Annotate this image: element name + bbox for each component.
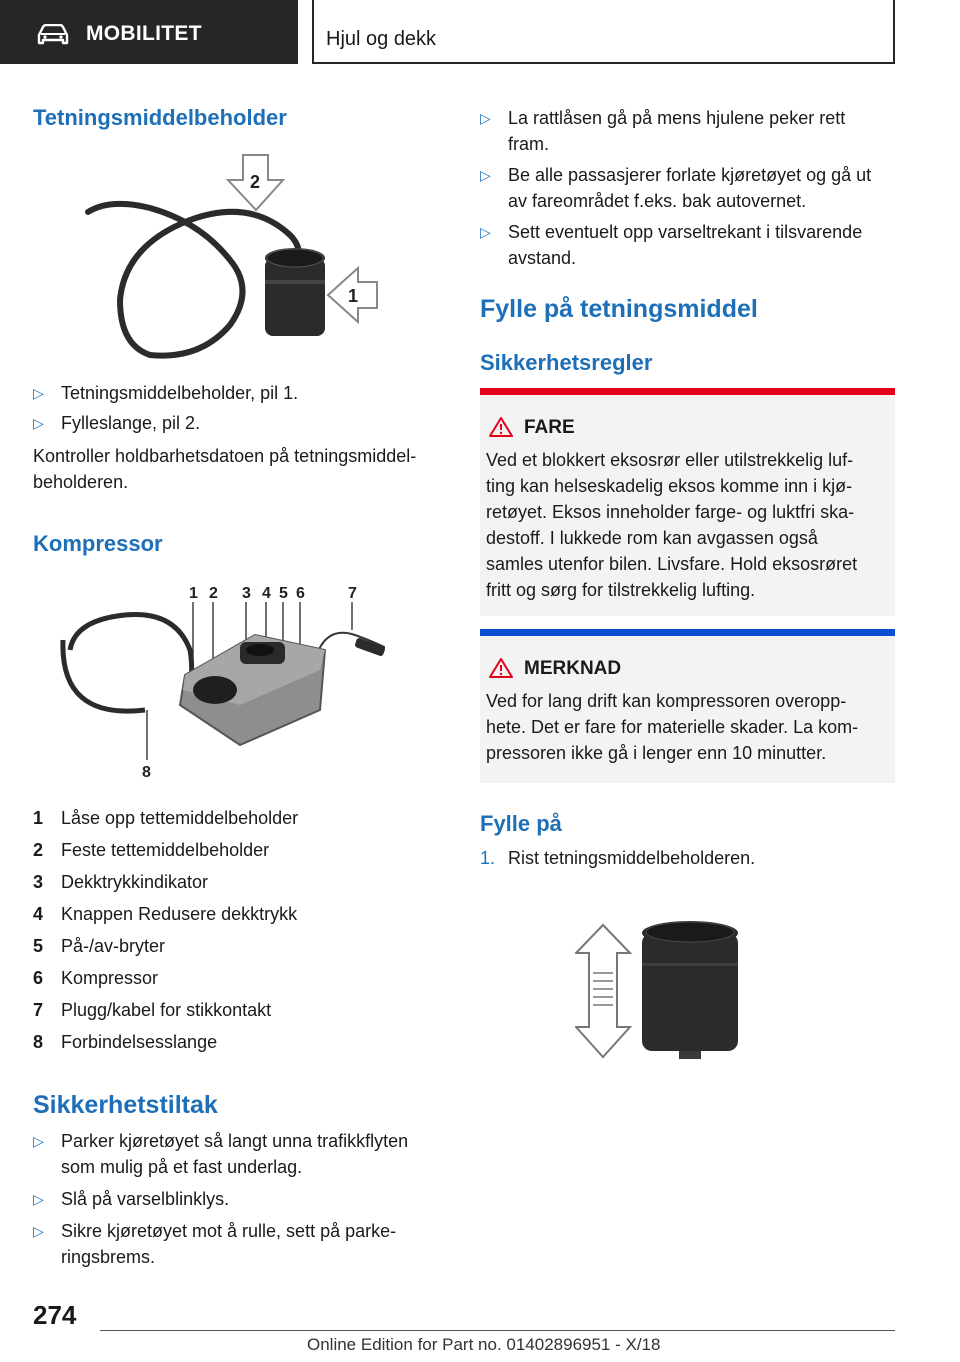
legend-item: 7 Plugg/kabel for stikkontakt — [33, 1000, 272, 1020]
heading-safety-rules: Sikkerhetsregler — [480, 350, 653, 375]
list-item: ▷ Be alle passasjerer forlate kjøretøyet og gå ut av fareområdet f.eks. bak autovernet. — [480, 162, 900, 214]
danger-title: FARE — [524, 417, 575, 438]
triangle-bullet-icon: ▷ — [33, 385, 44, 401]
header-section-tab — [0, 0, 298, 64]
legend-item: 3 Dekktrykkindikator — [33, 872, 209, 892]
notice-title: MERKNAD — [524, 658, 622, 679]
triangle-bullet-icon: ▷ — [480, 167, 491, 183]
notice-box — [480, 629, 895, 783]
legend-item: 4 Knappen Redusere dekktrykk — [33, 904, 298, 924]
figure2-label-1: 1 — [189, 585, 198, 602]
notice-bar — [480, 629, 895, 636]
figure2-label-6: 6 — [296, 585, 305, 602]
figure2-label-8: 8 — [142, 764, 151, 781]
car-icon — [36, 24, 70, 46]
heading-fill-sealant: Fylle på tetningsmiddel — [480, 295, 758, 323]
page-number: 274 — [33, 1300, 77, 1330]
list-item: ▷ Tetningsmiddelbeholder, pil 1. — [33, 380, 453, 406]
list-item: ▷ Fylleslange, pil 2. — [33, 410, 453, 436]
legend-item: 2 Feste tettemiddelbeholder — [33, 840, 270, 860]
triangle-bullet-icon: ▷ — [33, 415, 44, 431]
legend-item: 6 Kompressor — [33, 968, 159, 988]
notice-text: Ved for lang drift kan kompressoren overopp- hete. Det er fare for materielle skader. La kom- pressoren ikke gå i lenger enn 10 minutter. — [486, 691, 859, 763]
legend-item: 8 Forbindelsesslange — [33, 1032, 218, 1052]
figure2-label-3: 3 — [242, 585, 251, 602]
figure1-label-2: 2 — [250, 172, 261, 192]
footer-edition: Online Edition for Part no. 01402896951 - X/18 — [307, 1335, 661, 1354]
header-chapter-box — [312, 0, 895, 64]
triangle-bullet-icon: ▷ — [33, 1223, 44, 1239]
triangle-bullet-icon: ▷ — [33, 1191, 44, 1207]
footer-divider — [100, 1330, 895, 1331]
figure2-label-7: 7 — [348, 585, 357, 602]
figure2-label-4: 4 — [262, 585, 271, 602]
shake-container-figure — [575, 915, 750, 1065]
list-item: ▷ La rattlåsen gå på mens hjulene peker rett fram. — [480, 105, 900, 157]
legend-item: 5 På-/av-bryter — [33, 936, 166, 956]
triangle-bullet-icon: ▷ — [480, 110, 491, 126]
figure2-label-2: 2 — [209, 585, 218, 602]
danger-text: Ved et blokkert eksosrør eller utilstrekkelig luf- ting kan helseskadelig eksos komme inn i kjø- retøyet. Eksos inneholder farge- og luktfri ska- destoff. I lukkede rom kan avgassen også samles utenfor bilen. Livsfare. Hold eksosrøret fritt og sørg for tilstrekkelig lufting. — [486, 450, 858, 600]
list-item: ▷ Slå på varselblinklys. — [33, 1186, 453, 1212]
compressor-figure — [55, 580, 385, 785]
triangle-bullet-icon: ▷ — [33, 1133, 44, 1149]
triangle-bullet-icon: ▷ — [480, 224, 491, 240]
double-arrow-icon — [576, 925, 630, 1057]
figure1-label-1: 1 — [348, 286, 359, 306]
paragraph-check-date: Kontroller holdbarhetsdatoen på tetningsmiddel- beholderen. — [33, 446, 417, 492]
warning-triangle-icon — [488, 416, 514, 438]
heading-safety-measures: Sikkerhetstiltak — [33, 1091, 218, 1119]
section-title: MOBILITET — [86, 22, 202, 45]
list-item: ▷ Sett eventuelt opp varseltrekant i tilsvarende avstand. — [480, 219, 900, 271]
sealant-container-figure — [80, 150, 400, 365]
heading-compressor: Kompressor — [33, 531, 163, 556]
legend-item: 1 Låse opp tettemiddelbeholder — [33, 808, 299, 828]
figure2-label-5: 5 — [279, 585, 288, 602]
danger-bar — [480, 388, 895, 395]
danger-warning-box — [480, 388, 895, 616]
chapter-title: Hjul og dekk — [326, 28, 437, 50]
heading-fill: Fylle på — [480, 811, 562, 836]
list-item: ▷ Parker kjøretøyet så langt unna trafikkflyten som mulig på et fast underlag. — [33, 1128, 453, 1180]
warning-triangle-icon — [488, 657, 514, 679]
list-item: ▷ Sikre kjøretøyet mot å rulle, sett på parke- ringsbrems. — [33, 1218, 453, 1270]
step-item: 1. Rist tetningsmiddelbeholderen. — [480, 848, 756, 868]
heading-sealant-container: Tetningsmiddelbeholder — [33, 105, 287, 130]
